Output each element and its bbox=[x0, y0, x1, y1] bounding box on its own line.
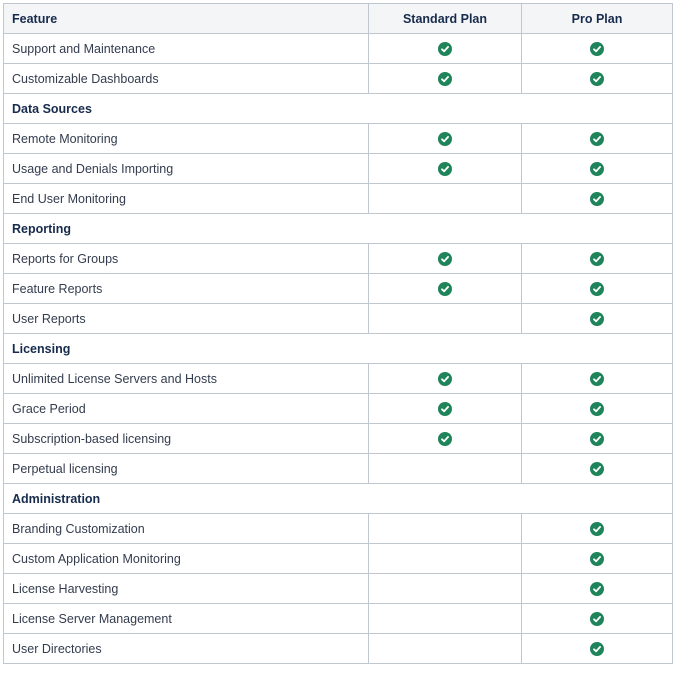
table-row bbox=[4, 274, 673, 304]
check-circle-icon bbox=[590, 312, 604, 326]
check-circle-icon bbox=[438, 162, 452, 176]
feature-name: Subscription-based licensing bbox=[4, 424, 369, 454]
check-circle-icon bbox=[590, 642, 604, 656]
check-circle-icon bbox=[590, 432, 604, 446]
section-heading: Data Sources bbox=[4, 94, 673, 124]
section-heading: Licensing bbox=[4, 334, 673, 364]
check-circle-icon bbox=[590, 582, 604, 596]
check-circle-icon bbox=[590, 42, 604, 56]
check-circle-icon bbox=[590, 612, 604, 626]
check-circle-icon bbox=[590, 72, 604, 86]
feature-name: Unlimited License Servers and Hosts bbox=[4, 364, 369, 394]
table-row bbox=[4, 424, 673, 454]
table-row bbox=[4, 304, 673, 334]
table-row bbox=[4, 574, 673, 604]
table-row bbox=[4, 154, 673, 184]
check-circle-icon bbox=[438, 252, 452, 266]
feature-name: Reports for Groups bbox=[4, 244, 369, 274]
table-row bbox=[4, 124, 673, 154]
standard-plan-cell bbox=[369, 394, 522, 424]
pro-plan-cell bbox=[522, 604, 673, 634]
table-row bbox=[4, 514, 673, 544]
table-row bbox=[4, 364, 673, 394]
standard-plan-cell bbox=[369, 574, 522, 604]
standard-plan-cell bbox=[369, 454, 522, 484]
pro-plan-cell bbox=[522, 634, 673, 664]
check-circle-icon bbox=[590, 552, 604, 566]
check-circle-icon bbox=[438, 282, 452, 296]
section-heading: Administration bbox=[4, 484, 673, 514]
standard-plan-cell bbox=[369, 514, 522, 544]
pro-plan-cell bbox=[522, 64, 673, 94]
standard-plan-cell bbox=[369, 154, 522, 184]
standard-plan-cell bbox=[369, 604, 522, 634]
standard-plan-cell bbox=[369, 634, 522, 664]
standard-plan-cell bbox=[369, 364, 522, 394]
standard-plan-cell bbox=[369, 274, 522, 304]
feature-name: Perpetual licensing bbox=[4, 454, 369, 484]
pro-plan-cell bbox=[522, 154, 673, 184]
table-row bbox=[4, 544, 673, 574]
pro-plan-cell bbox=[522, 34, 673, 64]
check-circle-icon bbox=[438, 402, 452, 416]
feature-name: Usage and Denials Importing bbox=[4, 154, 369, 184]
section-row bbox=[4, 214, 673, 244]
pro-plan-cell bbox=[522, 574, 673, 604]
feature-name: Branding Customization bbox=[4, 514, 369, 544]
table-body bbox=[4, 34, 673, 664]
check-circle-icon bbox=[438, 132, 452, 146]
standard-plan-cell bbox=[369, 64, 522, 94]
table-row bbox=[4, 244, 673, 274]
pro-plan-cell bbox=[522, 274, 673, 304]
feature-name: License Harvesting bbox=[4, 574, 369, 604]
pro-plan-cell bbox=[522, 424, 673, 454]
section-row bbox=[4, 334, 673, 364]
pro-plan-cell bbox=[522, 304, 673, 334]
pro-plan-cell bbox=[522, 244, 673, 274]
table-row bbox=[4, 454, 673, 484]
pro-plan-cell bbox=[522, 454, 673, 484]
standard-plan-cell bbox=[369, 244, 522, 274]
feature-name: Customizable Dashboards bbox=[4, 64, 369, 94]
pro-plan-cell bbox=[522, 394, 673, 424]
standard-plan-cell bbox=[369, 304, 522, 334]
check-circle-icon bbox=[590, 282, 604, 296]
check-circle-icon bbox=[438, 432, 452, 446]
header-feature: Feature bbox=[4, 4, 369, 34]
feature-name: User Reports bbox=[4, 304, 369, 334]
feature-name: License Server Management bbox=[4, 604, 369, 634]
section-heading: Reporting bbox=[4, 214, 673, 244]
standard-plan-cell bbox=[369, 544, 522, 574]
feature-name: Custom Application Monitoring bbox=[4, 544, 369, 574]
feature-name: User Directories bbox=[4, 634, 369, 664]
check-circle-icon bbox=[590, 192, 604, 206]
pro-plan-cell bbox=[522, 184, 673, 214]
table-row bbox=[4, 184, 673, 214]
check-circle-icon bbox=[590, 372, 604, 386]
standard-plan-cell bbox=[369, 424, 522, 454]
feature-name: End User Monitoring bbox=[4, 184, 369, 214]
feature-name: Feature Reports bbox=[4, 274, 369, 304]
pro-plan-cell bbox=[522, 514, 673, 544]
check-circle-icon bbox=[590, 402, 604, 416]
feature-name: Remote Monitoring bbox=[4, 124, 369, 154]
check-circle-icon bbox=[590, 522, 604, 536]
check-circle-icon bbox=[590, 252, 604, 266]
check-circle-icon bbox=[590, 132, 604, 146]
section-row bbox=[4, 484, 673, 514]
feature-name: Support and Maintenance bbox=[4, 34, 369, 64]
table-row bbox=[4, 634, 673, 664]
feature-name: Grace Period bbox=[4, 394, 369, 424]
pro-plan-cell bbox=[522, 124, 673, 154]
standard-plan-cell bbox=[369, 34, 522, 64]
check-circle-icon bbox=[590, 462, 604, 476]
plan-comparison-table bbox=[3, 3, 673, 664]
table-row bbox=[4, 604, 673, 634]
standard-plan-cell bbox=[369, 184, 522, 214]
standard-plan-cell bbox=[369, 124, 522, 154]
pro-plan-cell bbox=[522, 544, 673, 574]
header-standard-plan: Standard Plan bbox=[369, 4, 522, 34]
section-row bbox=[4, 94, 673, 124]
table-row bbox=[4, 34, 673, 64]
table-row bbox=[4, 394, 673, 424]
check-circle-icon bbox=[438, 72, 452, 86]
header-pro-plan: Pro Plan bbox=[522, 4, 673, 34]
table-row bbox=[4, 64, 673, 94]
pro-plan-cell bbox=[522, 364, 673, 394]
check-circle-icon bbox=[438, 372, 452, 386]
table-header-row bbox=[4, 4, 673, 34]
check-circle-icon bbox=[590, 162, 604, 176]
check-circle-icon bbox=[438, 42, 452, 56]
